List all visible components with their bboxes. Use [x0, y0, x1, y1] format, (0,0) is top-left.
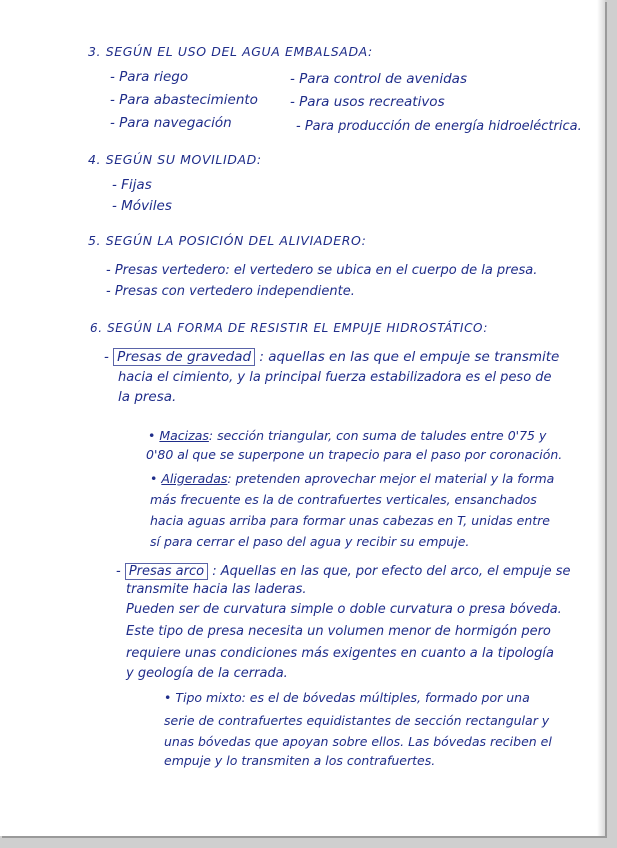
mixto-line-3: unas bóvedas que apoyan sobre ellos. Las bóvedas reciben el	[164, 734, 552, 749]
list-item: - Presas con vertedero independiente.	[106, 284, 355, 299]
arco-line-4: Este tipo de presa necesita un volumen menor de hormigón pero	[126, 624, 551, 639]
section-4-heading: 4. SEGÚN SU MOVILIDAD:	[88, 152, 262, 167]
bullet-icon: •	[148, 428, 156, 443]
arco-line-6: y geología de la cerrada.	[126, 666, 288, 681]
gravedad-line-2: hacia el cimiento, y la principal fuerza estabilizadora es el peso de	[118, 370, 552, 385]
section-6-heading: 6. SEGÚN LA FORMA DE RESISTIR EL EMPUJE HIDROSTÁTICO:	[90, 321, 488, 335]
gravedad-text: : aquellas en las que el empuje se transmite	[259, 349, 560, 365]
section-5-heading: 5. SEGÚN LA POSICIÓN DEL ALIVIADERO:	[88, 233, 367, 248]
list-item: - Móviles	[112, 198, 172, 214]
list-item: - Para control de avenidas	[290, 71, 467, 87]
list-item: - Para usos recreativos	[290, 94, 445, 110]
arco-line-3: Pueden ser de curvatura simple o doble curvatura o presa bóveda.	[126, 602, 562, 617]
page-edge-shadow	[597, 0, 605, 836]
dash: -	[116, 564, 121, 579]
mixto-line-4: empuje y lo transmiten a los contrafuertes.	[164, 753, 436, 768]
gravedad-line-3: la presa.	[118, 389, 177, 405]
aligeradas-line-4: sí para cerrar el paso del agua y recibir su empuje.	[150, 534, 470, 549]
list-item: - Para producción de energía hidroeléctrica.	[296, 119, 582, 134]
term-presas-gravedad: Presas de gravedad	[113, 348, 255, 366]
mixto-line-1: • Tipo mixto: es el de bóvedas múltiples, formado por una	[164, 690, 530, 705]
mixto-line-2: serie de contrafuertes equidistantes de sección rectangular y	[164, 713, 550, 728]
dash: -	[104, 349, 109, 365]
term-macizas: Macizas	[159, 428, 209, 443]
list-item: - Presas vertedero: el vertedero se ubica en el cuerpo de la presa.	[106, 263, 538, 278]
macizas-line-1	[148, 428, 546, 443]
arco-line-5: requiere unas condiciones más exigentes en cuanto a la tipología	[126, 646, 554, 661]
arco-line-1	[116, 564, 571, 579]
aligeradas-line-2: más frecuente es la de contrafuertes verticales, ensanchados	[150, 492, 537, 507]
term-presas-arco: Presas arco	[125, 563, 208, 580]
bullet-icon: •	[150, 471, 158, 486]
arco-line-2: transmite hacia las laderas.	[126, 582, 307, 597]
list-item: - Para abastecimiento	[110, 92, 258, 108]
gravedad-line-1	[104, 349, 559, 365]
aligeradas-text: : pretenden aprovechar mejor el material y la forma	[227, 471, 555, 486]
aligeradas-line-3: hacia aguas arriba para formar unas cabezas en T, unidas entre	[150, 513, 550, 528]
arco-text: : Aquellas en las que, por efecto del arco, el empuje se	[212, 564, 571, 579]
macizas-line-2: 0'80 al que se superpone un trapecio para el paso por coronación.	[146, 447, 563, 462]
list-item: - Para navegación	[110, 115, 232, 131]
macizas-text: : sección triangular, con suma de taludes entre 0'75 y	[208, 428, 547, 443]
list-item: - Para riego	[110, 69, 189, 85]
term-aligeradas: Aligeradas	[161, 471, 228, 486]
aligeradas-line-1	[150, 471, 554, 486]
section-3-heading: 3. SEGÚN EL USO DEL AGUA EMBALSADA:	[88, 44, 373, 59]
list-item: - Fijas	[112, 177, 152, 193]
